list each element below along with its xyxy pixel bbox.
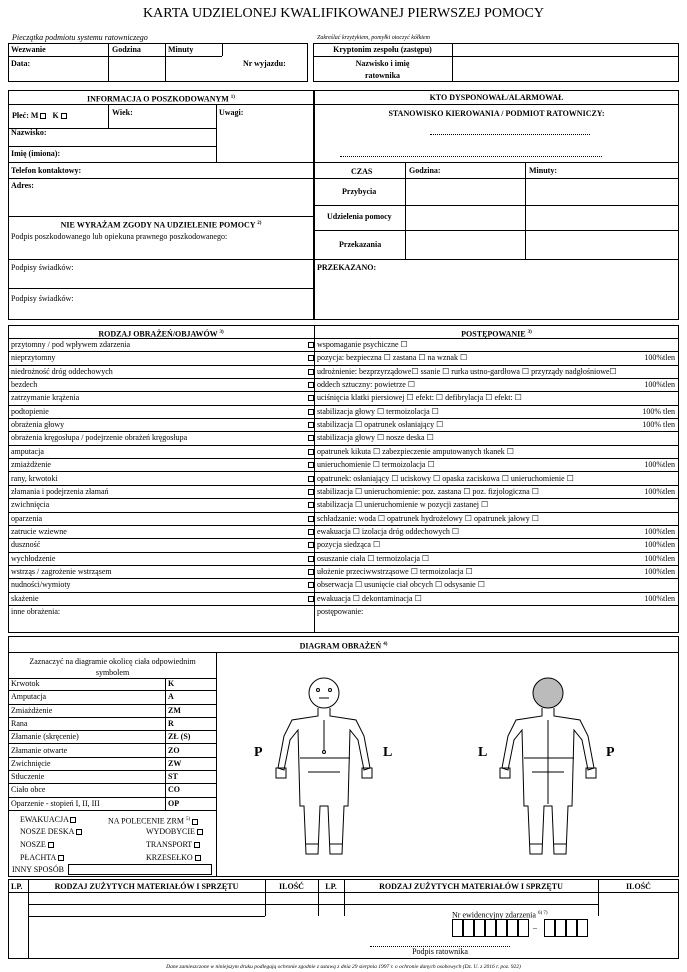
procedure-row[interactable] — [314, 352, 678, 365]
plachta-option[interactable]: PŁACHTA — [20, 853, 64, 863]
procedure-label: oddech sztuczny: powietrze ☐ — [317, 380, 416, 390]
legend-label: Amputacja — [11, 692, 47, 702]
legend-row — [8, 745, 216, 758]
czas-minuty-label: Minuty: — [529, 166, 557, 175]
injury-row[interactable] — [8, 539, 318, 552]
procedure-label: opatrunek kikuta ☐ zabezpieczenie amputowanych tkanek ☐ — [317, 446, 514, 456]
procedure-label: pozycja: bezpieczna ☐ zastana ☐ na wznak ☐ — [317, 353, 468, 363]
legend-label: Złamanie (skręcenie) — [11, 732, 79, 742]
materials-heading-1: RODZAJ ZUŻYTYCH MATERIAŁÓW I SPRZĘTU — [54, 882, 239, 891]
no-consent-heading: NIE WYRAŻAM ZGODY NA UDZIELENIE POMOCY $^{2)}$ — [60, 220, 262, 230]
kryptonim-label: Kryptonim zespołu (zastępu) — [333, 45, 432, 54]
przekazania-label: Przekazania — [339, 240, 382, 249]
back-side-right: P — [606, 745, 615, 760]
ratownika-label: ratownika — [364, 71, 401, 80]
procedure-label: stabilizacja ☐ unieruchomienie w pozycji zastanej ☐ — [317, 500, 489, 510]
injury-label: wstrząs / zagrożenie wstrząsem — [11, 566, 112, 576]
legend-label: Zwichnięcie — [11, 758, 51, 768]
materials-ilosc-2: ILOŚĆ — [626, 882, 651, 891]
procedure-row[interactable] — [314, 593, 678, 606]
injury-label: wychłodzenie — [11, 553, 56, 563]
legend-code: ST — [168, 772, 178, 782]
legend-code: ZW — [168, 758, 182, 768]
footer-note: Dane zamieszczone w niniejszym druku podlegają ochronie zgodnie z ustawą z dnia 29 sierpnia 1997 r. o ochronie danych osobowych (Dz. U. z 2016 r. poz. 922) — [166, 964, 521, 970]
legend-row — [8, 784, 216, 797]
procedure-label: stabilizacja ☐ unieruchomienie: poz. zastana ☐ poz. fizjologiczna ☐ — [317, 486, 539, 496]
przekazano-field[interactable]: PRZEKAZANO: — [317, 263, 377, 272]
injury-label: nudności/wymioty — [11, 580, 71, 590]
injury-label: nieprzytomny — [11, 353, 56, 363]
nr-ewidencyjny-cell[interactable] — [544, 919, 555, 937]
nr-ewidencyjny-cell[interactable] — [496, 919, 507, 937]
procedure-row[interactable] — [314, 379, 678, 392]
diagram-heading: DIAGRAM OBRAŻEŃ $^{4)}$ — [299, 641, 388, 651]
uwagi-field[interactable]: Uwagi: — [219, 108, 244, 117]
legend-code: CO — [168, 785, 180, 795]
legend-label: Złamanie otwarte — [11, 745, 68, 755]
procedure-row[interactable] — [314, 366, 678, 379]
plec-k-checkbox[interactable] — [61, 113, 67, 119]
injury-label: obrażenia głowy — [11, 420, 65, 430]
procedure-row[interactable] — [314, 539, 678, 552]
procedure-oxygen: 100% tlen — [642, 420, 675, 430]
procedure-label: ułożenie przeciwwstrząsowe ☐ termoizolacja ☐ — [317, 566, 473, 576]
witnesses-2[interactable]: Podpisy świadków: — [11, 294, 74, 303]
krzeselko-option[interactable]: KRZESEŁKO — [146, 853, 201, 863]
procedure-oxygen: 100%tlen — [644, 540, 675, 550]
legend-label: Zmiażdżenie — [11, 705, 53, 715]
nazwisko-ratownika-label: Nazwisko i imię — [355, 59, 410, 68]
procedure-label: unieruchomienie ☐ termoizolacja ☐ — [317, 460, 435, 470]
czas-label: CZAS — [351, 167, 373, 176]
injury-row[interactable] — [8, 379, 318, 392]
procedure-label: postępowanie: — [317, 607, 364, 616]
injury-row[interactable] — [8, 419, 318, 432]
injury-row[interactable] — [8, 432, 318, 445]
body-front-diagram[interactable] — [270, 676, 378, 866]
injury-row[interactable] — [8, 526, 318, 539]
page-title: KARTA UDZIELONEJ KWALIFIKOWANEJ PIERWSZEJ POMOCY — [143, 6, 544, 21]
legend-row — [8, 718, 216, 731]
injury-row[interactable] — [8, 606, 318, 619]
czas-godzina-label: Godzina: — [409, 166, 441, 175]
injury-label: złamania i podejrzenia złamań — [11, 486, 109, 496]
stamp-label: Pieczątka podmiotu systemu ratowniczego — [12, 33, 148, 42]
injury-row[interactable] — [8, 406, 318, 419]
procedure-oxygen: 100%tlen — [644, 553, 675, 563]
injury-row[interactable] — [8, 339, 318, 352]
injury-label: zatrzymanie krążenia — [11, 393, 80, 403]
procedure-row[interactable] — [314, 486, 678, 499]
procedure-heading: POSTĘPOWANIE $^{3)}$ — [461, 329, 532, 339]
procedure-oxygen: 100%tlen — [644, 526, 675, 536]
injury-row[interactable] — [8, 499, 318, 512]
nr-ewidencyjny-cell[interactable] — [463, 919, 474, 937]
wydobycie-option[interactable]: WYDOBYCIE — [146, 827, 203, 837]
patient-box — [8, 90, 314, 320]
legend-row — [8, 678, 216, 691]
legend-code: ZŁ (S) — [168, 732, 191, 742]
injury-label: bezdech — [11, 380, 38, 390]
inny-sposob-input[interactable] — [68, 864, 212, 875]
front-side-right: L — [383, 745, 393, 760]
injury-row[interactable] — [8, 459, 318, 472]
procedure-oxygen: 100%tlen — [644, 380, 675, 390]
injury-label: duszność — [11, 540, 41, 550]
procedure-oxygen: 100% tlen — [642, 406, 675, 416]
nr-ewidencyjny-cell[interactable] — [474, 919, 485, 937]
legend-label: Stłuczenie — [11, 772, 45, 782]
procedure-row[interactable] — [314, 419, 678, 432]
injury-row[interactable] — [8, 593, 318, 606]
nr-ewidencyjny-label: Nr ewidencyjny zdarzenia $^{6) 7)}$ — [452, 910, 548, 920]
nr-wyjazdu-field[interactable]: Nr wyjazdu: — [243, 59, 286, 68]
wiek-field[interactable]: Wiek: — [112, 108, 133, 117]
minuty-label: Minuty — [168, 45, 194, 54]
legend-row — [8, 705, 216, 718]
witnesses-1[interactable]: Podpisy świadków: — [11, 263, 74, 272]
signature-patient[interactable]: Podpis poszkodowanego lub opiekuna prawnego poszkodowanego: — [11, 232, 228, 241]
front-side-left: P — [254, 745, 263, 760]
injury-label: obrażenia kręgosłupa / podejrzenie obrażeń kręgosłupa — [11, 433, 188, 443]
procedure-row[interactable] — [314, 566, 678, 579]
injury-label: niedrożność dróg oddechowych — [11, 366, 113, 376]
legend-row — [8, 771, 216, 784]
injury-label: zmiażdżenie — [11, 460, 51, 470]
procedure-oxygen: 100%tlen — [644, 593, 675, 603]
injury-row[interactable] — [8, 473, 318, 486]
dispatch-heading: KTO DYSPONOWAŁ/ALARMOWAŁ — [429, 93, 564, 102]
injury-label: rany, krwotoki — [11, 473, 58, 483]
nr-ewidencyjny-cell[interactable] — [518, 919, 529, 937]
procedure-row[interactable] — [314, 553, 678, 566]
procedure-row[interactable] — [314, 406, 678, 419]
injury-row[interactable] — [8, 486, 318, 499]
nr-ewidencyjny-cell[interactable] — [452, 919, 463, 937]
procedure-row[interactable] — [314, 459, 678, 472]
materials-ilosc-1: ILOŚĆ — [279, 882, 304, 891]
legend-code: A — [168, 692, 174, 702]
legend-row — [8, 798, 216, 811]
materials-lp-1: LP. — [11, 882, 23, 891]
body-back-diagram[interactable] — [494, 676, 602, 866]
procedure-label: ewakuacja ☐ izolacja dróg oddechowych ☐ — [317, 526, 460, 536]
injury-label: skażenie — [11, 593, 39, 603]
legend-label: Oparzenie - stopień I, II, III — [11, 798, 100, 808]
nosze-deska-option[interactable]: NOSZE DESKA — [20, 827, 82, 837]
nr-dash: – — [533, 923, 537, 932]
legend-label: Krwotok — [11, 679, 40, 688]
transport-option[interactable]: TRANSPORT — [146, 840, 200, 850]
procedure-label: osuszanie ciała ☐ termoizolacja ☐ — [317, 553, 430, 563]
nr-ewidencyjny-cell[interactable] — [485, 919, 496, 937]
data-field[interactable]: Data: — [11, 59, 31, 68]
legend-label: Ciało obce — [11, 785, 46, 795]
injury-label: inne obrażenia: — [11, 607, 61, 616]
inny-sposob-label: INNY SPOSÓB — [12, 865, 64, 874]
adres-field[interactable]: Adres: — [11, 181, 34, 190]
instruction-note: Zakreślać krzyżykiem, pomyłki otoczyć kółkiem — [317, 35, 430, 41]
injury-row[interactable] — [8, 513, 318, 526]
materials-lp-2: LP. — [325, 882, 337, 891]
injury-label: amputacja — [11, 446, 44, 456]
przybycia-label: Przybycia — [342, 187, 377, 196]
telefon-field[interactable]: Telefon kontaktowy: — [11, 166, 82, 175]
procedure-oxygen: 100%tlen — [644, 353, 675, 363]
legend-code: ZO — [168, 745, 180, 755]
nr-ewidencyjny-cell[interactable] — [577, 919, 588, 937]
procedure-row[interactable] — [314, 579, 678, 592]
godzina-label: Godzina — [112, 45, 141, 54]
legend-row — [8, 691, 216, 704]
procedure-row[interactable] — [314, 526, 678, 539]
injury-row[interactable] — [8, 553, 318, 566]
procedure-row[interactable] — [314, 432, 678, 445]
plec-label: Płeć: M K — [12, 111, 67, 121]
procedure-row[interactable] — [314, 499, 678, 512]
diagram-instruction: Zaznaczyć na diagramie okolicę ciała odpowiednim symbolem — [29, 657, 196, 677]
nr-ewidencyjny-cell[interactable] — [566, 919, 577, 937]
legend-row — [8, 758, 216, 771]
imie-field[interactable]: Imię (imiona): — [11, 149, 61, 158]
nr-ewidencyjny-cell[interactable] — [555, 919, 566, 937]
injury-label: oparzenia — [11, 513, 43, 523]
procedure-row[interactable] — [314, 446, 678, 459]
injury-row[interactable] — [8, 366, 318, 379]
patient-heading: INFORMACJA O POSZKODOWANYM $^{1)}$ — [87, 94, 235, 104]
ewakuacja-option[interactable]: EWAKUACJA — [20, 815, 76, 825]
wezwanie-label: Wezwanie — [11, 45, 46, 54]
procedure-label: schładzanie: woda ☐ opatrunek hydrożelowy ☐ opatrunek jałowy ☐ — [317, 513, 539, 523]
procedure-label: obserwacja ☐ usunięcie ciał obcych ☐ odsysanie ☐ — [317, 580, 485, 590]
nosze-option[interactable]: NOSZE — [20, 840, 54, 850]
position-line-1[interactable] — [430, 134, 590, 135]
injuries-heading: RODZAJ OBRAŻEŃ/OBJAWÓW $^{3)}$ — [98, 329, 224, 339]
injury-row[interactable] — [8, 352, 318, 365]
injury-row[interactable] — [8, 392, 318, 405]
injury-row[interactable] — [8, 579, 318, 592]
podpis-label: Podpis ratownika — [412, 947, 468, 956]
injury-label: podtopienie — [11, 406, 49, 416]
injury-label: zwichnięcia — [11, 500, 50, 510]
procedure-label: opatrunek: osłaniający ☐ uciskowy ☐ opaska zaciskowa ☐ unieruchomienie ☐ — [317, 473, 574, 483]
procedure-row[interactable] — [314, 339, 678, 352]
plec-m-checkbox[interactable] — [40, 113, 46, 119]
procedure-row[interactable] — [314, 606, 678, 619]
injury-label: przytomny / pod wpływem zdarzenia — [11, 340, 131, 349]
injury-label: zatrucie wziewne — [11, 526, 67, 536]
procedure-oxygen: 100%tlen — [644, 486, 675, 496]
procedure-label: stabilizacja głowy ☐ termoizolacja ☐ — [317, 406, 439, 416]
procedure-row[interactable] — [314, 473, 678, 486]
procedure-oxygen: 100%tlen — [644, 566, 675, 576]
procedure-label: pozycja siedząca ☐ — [317, 540, 381, 550]
procedure-label: stabilizacja głowy ☐ nosze deska ☐ — [317, 433, 434, 443]
na-polecenie-option[interactable]: NA POLECENIE ZRM $^{5)}$ — [108, 815, 198, 827]
udzielenia-label: Udzielenia pomocy — [327, 212, 392, 221]
procedure-label: wspomaganie psychiczne ☐ — [317, 340, 408, 349]
procedure-label: ewakuacja ☐ dekontaminacja ☐ — [317, 593, 422, 603]
position-label: STANOWISKO KIEROWANIA / PODMIOT RATOWNICZY: — [388, 109, 605, 118]
legend-label: Rana — [11, 718, 28, 728]
nr-ewidencyjny-cell[interactable] — [507, 919, 518, 937]
legend-code: K — [168, 679, 175, 688]
injury-row[interactable] — [8, 566, 318, 579]
legend-code: R — [168, 718, 174, 728]
procedure-oxygen: 100%tlen — [644, 460, 675, 470]
procedure-label: udrożnienie: bezprzyrządowe☐ ssanie ☐ rurka ustno-gardłowa ☐ przyrządy nadgłośniowe☐ — [317, 366, 617, 376]
injury-row[interactable] — [8, 446, 318, 459]
procedure-row[interactable] — [314, 513, 678, 526]
legend-row — [8, 731, 216, 744]
legend-code: OP — [168, 798, 180, 808]
procedure-label: stabilizacja ☐ opatrunek osłaniający ☐ — [317, 420, 444, 430]
materials-heading-2: RODZAJ ZUŻYTYCH MATERIAŁÓW I SPRZĘTU — [379, 882, 563, 891]
nazwisko-field[interactable]: Nazwisko: — [11, 128, 47, 137]
position-line-2[interactable] — [340, 156, 602, 157]
legend-code: ZM — [168, 705, 181, 715]
back-side-left: L — [478, 745, 488, 760]
procedure-label: uciśnięcia klatki piersiowej ☐ efekt: ☐ defibrylacja ☐ efekt: ☐ — [317, 393, 522, 403]
procedure-row[interactable] — [314, 392, 678, 405]
